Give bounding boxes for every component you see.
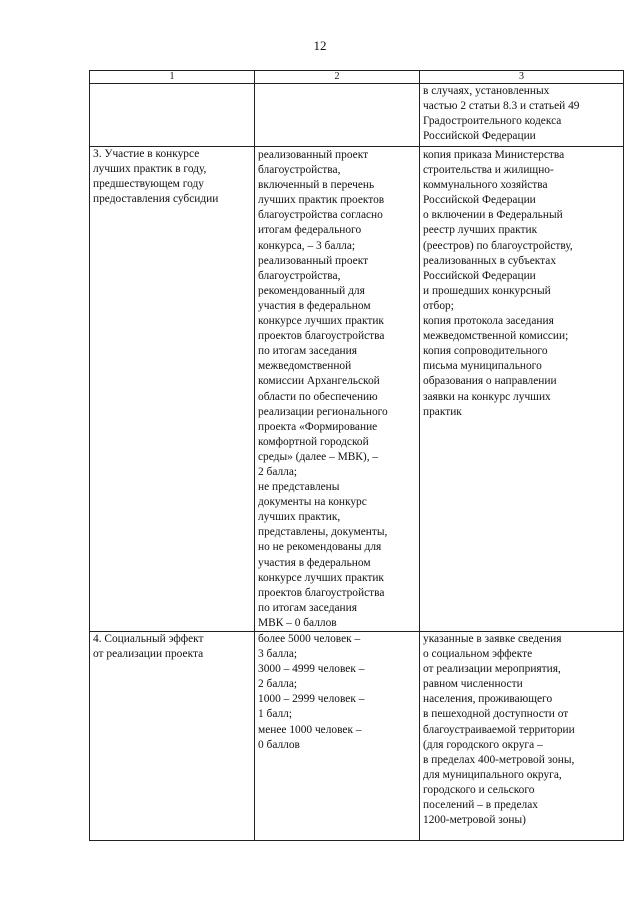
criterion-cell: 4. Социальный эффект от реализации проекта: [90, 632, 255, 841]
table-header-row: [90, 71, 624, 84]
criteria-table: [89, 70, 624, 841]
documents-cell: указанные в заявке сведения о социальном эффекте от реализации мероприятия, равном численности населения, проживающего в пешеходной доступности от благоустраиваемой территории (для городского округа – в пределах 400-метровой зоны, для муниципального округа, городского и сельского поселений – в пределах 1200-метровой зоны): [420, 632, 624, 841]
criterion-cell: 3. Участие в конкурсе лучших практик в году, предшествующем году предоставления субсидии: [90, 147, 255, 632]
scoring-cell: реализованный проект благоустройства, включенный в перечень лучших практик проектов благоустройства согласно итогам федерального конкурса, – 3 балла; реализованный проект благоустройства, рекомендованный для участия в федеральном конкурсе лучших практик проектов благоустройства по итогам заседания межведомственной комиссии Архангельской области по обеспечению реализации регионального проекта «Формирование комфортной городской среды» (далее – МВК), – 2 балла; не представлены документы на конкурс лучших практик, представлены, документы, но не рекомендованы для участия в федеральном конкурсе лучших практик проектов благоустройства по итогам заседания МВК – 0 баллов: [255, 147, 420, 632]
table-row: [90, 147, 624, 632]
page-number: 12: [313, 38, 327, 53]
column-header: 3: [420, 71, 624, 84]
table-row: [90, 84, 624, 147]
scoring-cell: [255, 84, 420, 147]
criterion-cell: [90, 84, 255, 147]
table-row: [90, 632, 624, 841]
documents-cell: копия приказа Министерства строительства и жилищно- коммунального хозяйства Российской Федерации о включении в Федеральный реестр лучших практик (реестров) по благоустройству, реализованных в субъектах Российской Федерации и прошедших конкурсный отбор; копия протокола заседания межведомственной комиссии; копия сопроводительного письма муниципального образования о направлении заявки на конкурс лучших практик: [420, 147, 624, 632]
column-header: 1: [90, 71, 255, 84]
documents-cell: в случаях, установленных частью 2 статьи 8.3 и статьей 49 Градостроительного кодекса Российской Федерации: [420, 84, 624, 147]
column-header: 2: [255, 71, 420, 84]
scoring-cell: более 5000 человек – 3 балла; 3000 – 4999 человек – 2 балла; 1000 – 2999 человек – 1 балл; менее 1000 человек – 0 баллов: [255, 632, 420, 841]
